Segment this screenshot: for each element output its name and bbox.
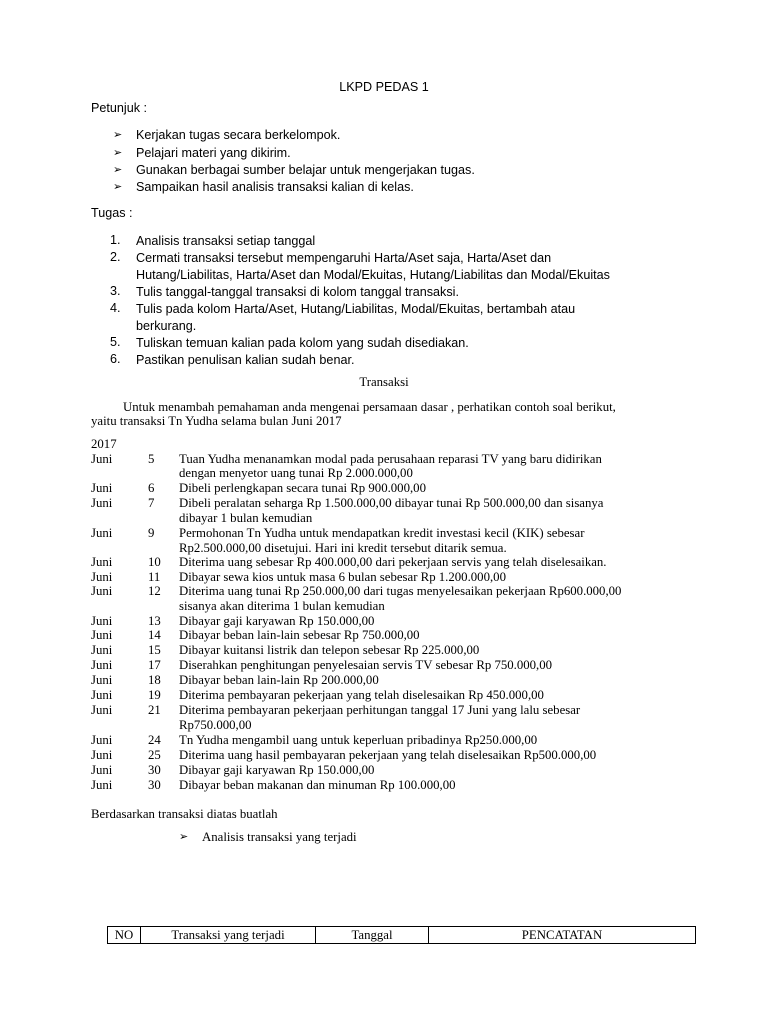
- column-header-pencatatan: PENCATATAN: [429, 927, 696, 944]
- transaksi-intro-continued: yaitu transaksi Tn Yudha selama bulan Juni 2017: [91, 414, 342, 428]
- column-header-no: NO: [108, 927, 141, 944]
- tugas-heading: Tugas :: [91, 206, 133, 220]
- arrow-bullet-icon: ➢: [113, 164, 123, 176]
- column-header-tanggal: Tanggal: [316, 927, 429, 944]
- transaksi-intro: Untuk menambah pemahaman anda mengenai persamaan dasar , perhatikan contoh soal berikut,: [123, 400, 616, 414]
- table-header-row: [108, 927, 696, 944]
- arrow-bullet-icon: ➢: [113, 147, 123, 159]
- arrow-bullet-icon: ➢: [113, 181, 123, 193]
- recording-table: [107, 926, 696, 944]
- instruction-text: Berdasarkan transaksi diatas buatlah: [91, 807, 278, 821]
- document-page: LKPD PEDAS 1 Petunjuk : ➢ Kerjakan tugas secara berkelompok. ➢ Pelajari materi yang dikirim. ➢ Gunakan berbagai sumber belajar untuk mengerjakan tugas. ➢ Sampaikan hasil analisis transaksi kalian di kelas. Tugas : 1. Analisis transaksi setiap tanggal 2. Cermati transaksi tersebut mempengaruhi Harta/Aset saja, Harta/Aset dan Hutang/Liabilitas, Harta/Aset dan Modal/Ekuitas, Hutang/Liabilitas dan Modal/Ekuitas 3. Tulis tanggal-tanggal transaksi di kolom tanggal transaksi. 4. Tulis pada kolom Harta/Aset, Hutang/Liabilitas, Modal/Ekuitas, bertambah atau berkurang. 5. Tuliskan temuan kalian pada kolom yang sudah disediakan. 6. Pastikan penulisan kalian sudah benar. Transaksi Untuk menambah pemahaman anda mengenai persamaan dasar , perhatikan contoh soal berikut, yaitu transaksi Tn Yudha selama bulan Juni 2017 2017 Juni 5 Tuan Yudha menanamkan modal pada perusahaan reparasi TV yang baru didirikan dengan menyetor uang tunai Rp 2.000.000,00 Juni 6 Dibeli perlengkapan secara tunai Rp 900.000,00 Juni 7 Dibeli peralatan seharga Rp 1.500.000,00 dibayar tunai Rp 500.000,00 dan sisanya dibayar 1 bulan kemudian Juni 9 Permohonan Tn Yudha untuk mendapatkan kredit investasi kecil (KIK) sebesar Rp2.500.000,00 disetujui. Hari ini kredit tersebut ditarik semua. Juni 10 Diterima uang sebesar Rp 400.000,00 dari pekerjaan servis yang telah diselesaikan. Juni 11 Dibayar sewa kios untuk masa 6 bulan sebesar Rp 1.200.000,00 Juni 12 Diterima uang tunai Rp 250.000,00 dari tugas menyelesaikan pekerjaan Rp600.000,00 sisanya akan diterima 1 bulan kemudian Juni 13 Dibayar gaji karyawan Rp 150.000,00 Juni 14 Dibayar beban lain-lain sebesar Rp 750.000,00 Juni 15 Dibayar kuitansi listrik dan telepon sebesar Rp 225.000,00 Juni 17 Diserahkan penghitungan penyelesaian servis TV sebesar Rp 750.000,00 Juni 18 Dibayar beban lain-lain Rp 200.000,00 Juni 19 Diterima pembayaran pekerjaan yang telah diselesaikan Rp 450.000,00 Juni 21 Diterima pembayaran pekerjaan perhitungan tanggal 17 Juni yang lalu sebesar Rp750.000,00 Juni 24 Tn Yudha mengambil uang untuk keperluan pribadinya Rp250.000,00 Juni 25 Diterima uang hasil pembayaran pekerjaan yang telah diselesaikan Rp500.000,00 Juni 30 Dibayar gaji karyawan Rp 150.000,00 Juni 30 Dibayar beban makanan dan minuman Rp 100.000,00 Berdasarkan transaksi diatas buatlah ➢ Analisis transaksi yang terjadi NO Transaksi yang terjadi Tanggal PENCATATAN: [0, 0, 768, 1024]
- transaksi-heading: Transaksi: [359, 375, 409, 389]
- arrow-bullet-icon: ➢: [113, 129, 123, 141]
- column-header-transaksi: Transaksi yang terjadi: [141, 927, 316, 944]
- page-title: LKPD PEDAS 1: [339, 80, 429, 94]
- petunjuk-heading: Petunjuk :: [91, 101, 148, 115]
- arrow-bullet-icon: ➢: [179, 831, 189, 843]
- transaksi-year: 2017: [91, 437, 117, 451]
